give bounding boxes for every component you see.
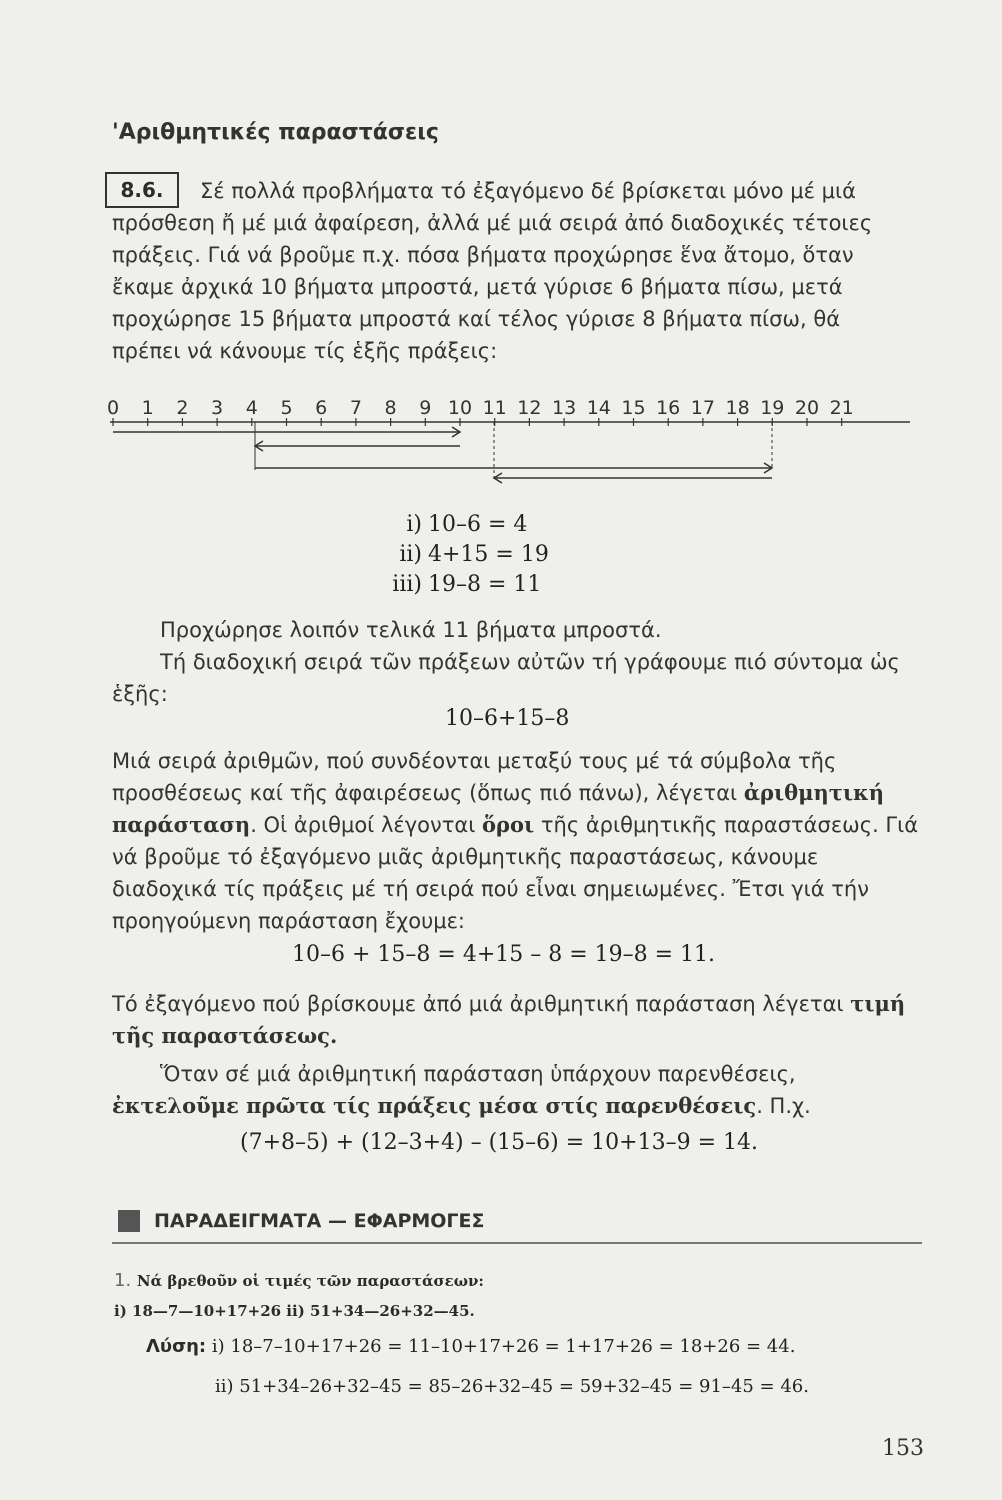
tick-label: 2 [176,397,189,419]
value-definition: Τό ἐξαγόμενο πού βρίσκουμε ἀπό μιά ἀριθμητική παράσταση λέγεται τιμή τῆς παραστάσεως. [112,991,906,1048]
tick-label: 0 [106,397,120,419]
examples-header [118,1210,485,1232]
tick-label: 6 [315,397,328,419]
header-square-icon [118,1210,140,1232]
page-number: 153 [882,1436,924,1461]
tick-label: 11 [482,397,507,419]
definition-paragraph: Μιά σειρά ἀριθμῶν, πού συνδέονται μεταξύ τους μέ τά σύμβολα τῆς προσθέσεως καί τῆς ἀφαιρέσεως (ὅπως πιό πάνω), λέγεται ἀριθμητική παράσταση. Οἱ ἀριθμοί λέγονται ὅροι τῆς ἀριθμητικῆς παραστάσεως. Γιά νά βροῦμε τό ἐξαγόμενο μιᾶς ἀριθμητικῆς παραστάσεως, κάνουμε διαδοχικά τίς πράξεις μέ τή σειρά πού εἶναι σημειωμένες. Ἔτσι γιά τήν προηγούμενη παράσταση ἔχουμε: [112,749,919,933]
tick-label: 16 [656,397,681,419]
parentheses-rule: Ὅταν σέ μιά ἀριθμητική παράσταση ὑπάρχουν παρενθέσεις, ἐκτελοῦμε πρῶτα τίς πράξεις μέσα στίς παρενθέσεις. Π.χ. [112,1062,811,1118]
examples-header-text: ΠΑΡΑΔΕΙΓΜΑΤΑ — ΕΦΑΡΜΟΓΕΣ [154,1210,485,1232]
tick-label: 14 [586,397,611,419]
tick-label: 4 [245,397,258,419]
term-arithmetic-expression: ἀριθμητική παράσταση [112,780,885,837]
term-value: τιμή τῆς παραστάσεως. [112,991,906,1048]
exercise-prompt: Νά βρεθοῦν οἱ τιμές τῶν παραστάσεων: [136,1272,484,1290]
worked-example: 10–6 + 15–8 = 4+15 – 8 = 19–8 = 11. [292,942,716,967]
tick-label: 13 [552,397,577,419]
tick-label: 17 [690,397,715,419]
number-line-labels [107,397,854,419]
solution-1: i) 18–7–10+17+26 = 11–10+17+26 = 1+17+26 = 18+26 = 44. [211,1336,796,1357]
parentheses-example: (7+8–5) + (12–3+4) – (15–6) = 10+13–9 = 14. [240,1130,758,1155]
tick-label: 7 [349,397,362,419]
result-line: Προχώρησε λοιπόν τελικά 11 βήματα μπροστά. [160,618,662,642]
tick-label: 15 [621,397,646,419]
tick-label: 5 [280,397,293,419]
tick-label: 1 [141,397,154,419]
exercise-1 [114,1270,484,1291]
term-parentheses-first: ἐκτελοῦμε πρῶτα τίς πράξεις μέσα στίς παρενθέσεις [112,1093,757,1118]
tick-label: 19 [760,397,785,419]
step-2: ii) 4+15 = 19 [399,542,549,567]
steps-list [370,510,549,600]
number-line-diagram [100,390,920,490]
sequence-intro: Τή διαδοχική σειρά τῶν πράξεων αὐτῶν τή γράφουμε πιό σύντομα ὡς ἑξῆς: [112,650,900,706]
tick-label: 10 [447,397,473,419]
tick-label: 12 [517,397,542,419]
exercise-items: i) 18—7—10+17+26 ii) 51+34—26+32—45. [114,1302,475,1320]
header-rule [112,1242,922,1244]
exercise-number: 1. [114,1270,132,1291]
term-terms: ὅροι [482,812,535,837]
solution-line-1 [146,1336,795,1357]
step-3: iii) 19–8 = 11 [392,572,542,597]
tick-label: 18 [725,397,750,419]
step-1: i) 10–6 = 4 [406,512,528,537]
section-title: 'Αριθμητικές παραστάσεις [112,120,439,145]
tick-label: 8 [384,397,397,419]
solution-2: ii) 51+34–26+32–45 = 85–26+32–45 = 59+32–45 = 91–45 = 46. [215,1376,809,1397]
solution-label: Λύση: [146,1336,207,1357]
item-number-box: 8.6. [105,172,179,208]
tick-label: 3 [211,397,224,419]
intro-paragraph: Σέ πολλά προβλήματα τό ἐξαγόμενο δέ βρίσκεται μόνο μέ μιά πρόσθεση ἤ μέ μιά ἀφαίρεση, ἀλλά μέ μιά σειρά ἀπό διαδοχικές τέτοιες πράξεις. Γιά νά βροῦμε π.χ. πόσα βήματα προχώρησε ἕνα ἄτομο, ὅταν ἔκαμε ἀρχικά 10 βήματα μπροστά, μετά γύρισε 6 βήματα πίσω, μετά προχώρησε 15 βήματα μπροστά καί τέλος γύρισε 8 βήματα πίσω, θά πρέπει νά κάνουμε τίς ἑξῆς πράξεις: [112,179,873,363]
sequence-expression: 10–6+15–8 [445,706,570,731]
tick-label: 20 [794,397,820,419]
tick-label: 9 [419,397,432,419]
tick-label: 21 [829,397,854,419]
